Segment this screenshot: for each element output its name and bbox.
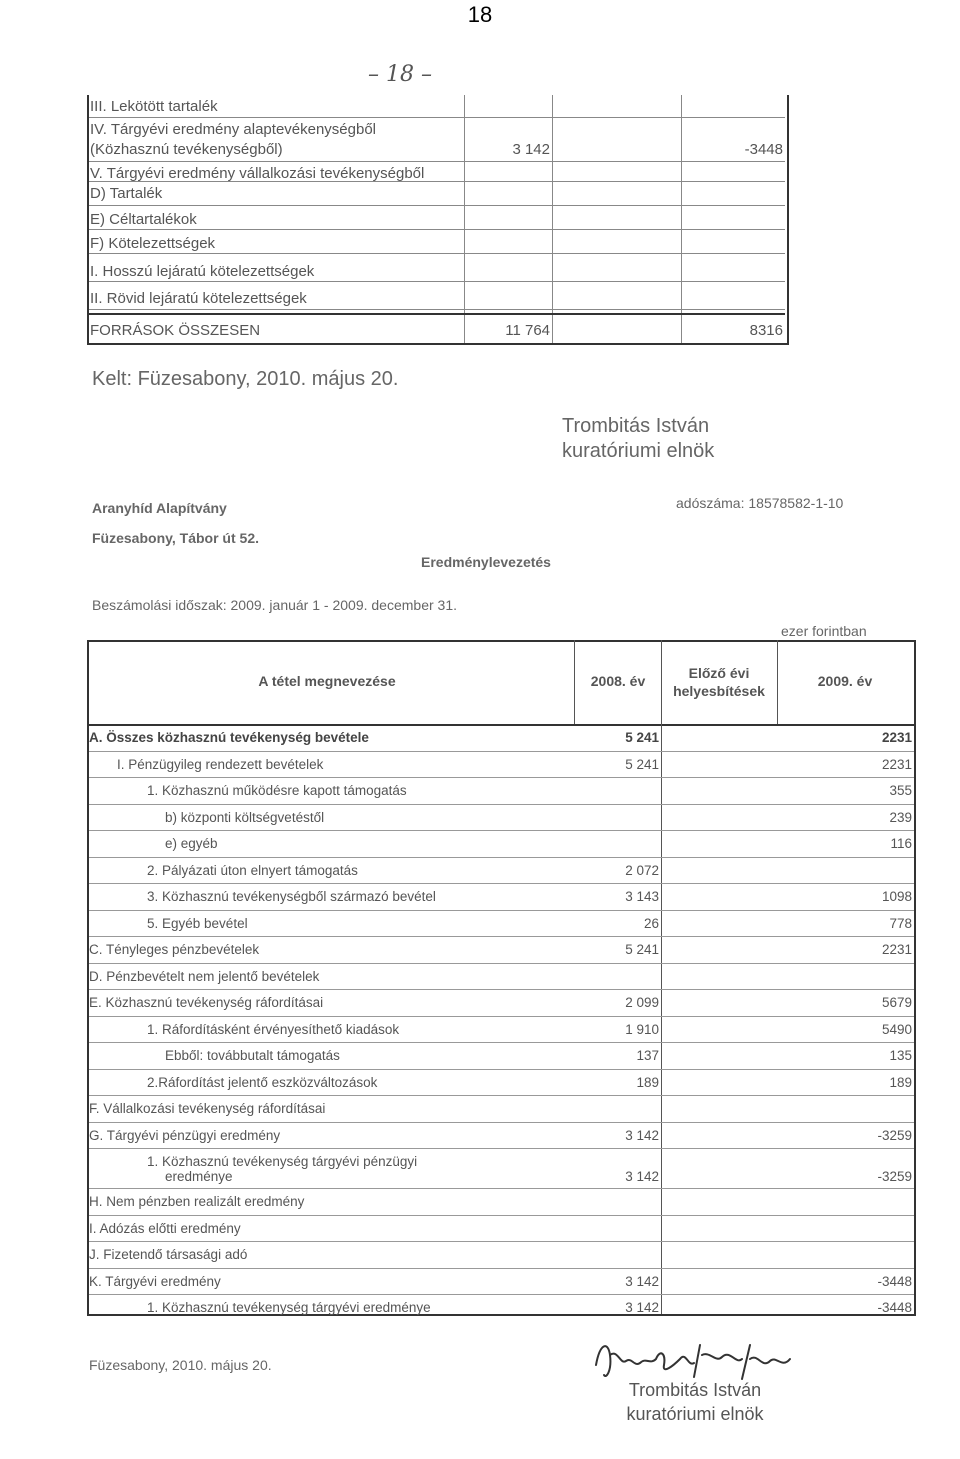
signer-name: Trombitás István bbox=[562, 415, 710, 437]
table-row-label: H. Nem pénzben realizált eredmény bbox=[89, 1194, 305, 1209]
row-divider bbox=[89, 857, 914, 858]
value-2009: -3448 bbox=[744, 141, 783, 158]
table-row-label: e) egyéb bbox=[165, 836, 218, 851]
row-divider bbox=[89, 1215, 914, 1216]
column-divider bbox=[552, 95, 553, 343]
balance-sheet-table bbox=[87, 95, 787, 345]
signer-name: Trombitás István bbox=[628, 1380, 762, 1400]
table-row-label: F. Vállalkozási tevékenység ráfordításai bbox=[89, 1101, 326, 1116]
value-2008: 5 241 bbox=[625, 756, 659, 772]
header-adjustments: Előző évi helyesbítések bbox=[673, 665, 765, 699]
value-2009: 5679 bbox=[881, 995, 912, 1010]
table-row-label: III. Lekötött tartalék bbox=[90, 98, 218, 115]
value-2009: 5490 bbox=[881, 1021, 912, 1037]
value-2008: 3 142 bbox=[512, 141, 550, 158]
table-row-label: Ebből: továbbutalt támogatás bbox=[165, 1048, 340, 1063]
value-2008: 5 241 bbox=[625, 942, 659, 957]
value-2009: -3448 bbox=[877, 1300, 912, 1315]
table-row-label: D) Tartalék bbox=[90, 185, 163, 202]
table-row-label: II. Rövid lejáratú kötelezettségek bbox=[90, 290, 307, 307]
value-2009: 8316 bbox=[749, 322, 783, 339]
value-2009: 239 bbox=[889, 809, 912, 825]
value-2009: 2231 bbox=[881, 730, 912, 745]
column-divider bbox=[681, 95, 682, 343]
issue-date: Kelt: Füzesabony, 2010. május 20. bbox=[92, 368, 399, 390]
table-row-label: (Közhasznú tevékenységből) bbox=[90, 141, 283, 158]
table-row-label: b) központi költségvetéstől bbox=[165, 809, 325, 825]
value-2008: 2 072 bbox=[625, 862, 659, 878]
row-divider bbox=[89, 253, 785, 254]
row-divider bbox=[89, 1069, 914, 1070]
signer-bottom bbox=[620, 1378, 770, 1426]
row-divider bbox=[89, 1294, 914, 1295]
row-divider bbox=[89, 830, 914, 831]
row-divider bbox=[89, 1122, 914, 1123]
table-row-label: F) Kötelezettségek bbox=[90, 235, 216, 252]
table-row-label-cont: eredménye bbox=[165, 1169, 233, 1184]
value-2009: 2231 bbox=[881, 942, 912, 957]
row-divider bbox=[89, 1042, 914, 1043]
table-row-label: D. Pénzbevételt nem jelentő bevételek bbox=[89, 968, 320, 984]
signer-title: kuratóriumi elnök bbox=[626, 1404, 764, 1424]
value-2009: 135 bbox=[889, 1048, 912, 1063]
row-divider bbox=[89, 963, 914, 964]
value-2008: 3 142 bbox=[625, 1169, 659, 1184]
table-row-label: I. Pénzügyileg rendezett bevételek bbox=[117, 756, 324, 772]
value-2008: 3 142 bbox=[625, 1273, 659, 1289]
row-divider bbox=[89, 989, 914, 990]
table-row-label: FORRÁSOK ÖSSZESEN bbox=[90, 322, 261, 339]
row-divider bbox=[89, 117, 785, 118]
row-divider bbox=[89, 205, 785, 206]
table-row-label: A. Összes közhasznú tevékenység bevétele bbox=[89, 730, 369, 745]
value-2008: 137 bbox=[636, 1048, 659, 1063]
handwritten-page-mark: – 18 – bbox=[368, 62, 432, 87]
row-divider bbox=[89, 936, 914, 937]
page-number: 18 bbox=[467, 2, 493, 27]
row-divider bbox=[89, 1188, 914, 1189]
tax-id: adószáma: 18578582-1-10 bbox=[676, 495, 844, 511]
table-row-label: I. Hosszú lejáratú kötelezettségek bbox=[90, 263, 315, 280]
table-row-label: 1. Közhasznú tevékenység tárgyévi eredménye bbox=[147, 1300, 431, 1315]
table-row-label: G. Tárgyévi pénzügyi eredmény bbox=[89, 1127, 281, 1143]
table-row-label: K. Tárgyévi eredmény bbox=[89, 1273, 221, 1289]
value-2008: 1 910 bbox=[625, 1021, 659, 1037]
table-row-label: C. Tényleges pénzbevételek bbox=[89, 942, 260, 957]
row-divider bbox=[89, 1016, 914, 1017]
table-row-label: 1. Közhasznú tevékenység tárgyévi pénzügyi bbox=[147, 1154, 418, 1169]
row-divider bbox=[89, 910, 914, 911]
value-2009: 355 bbox=[889, 783, 912, 798]
header-item-name: A tétel megnevezése bbox=[258, 673, 396, 689]
table-row-label: 3. Közhasznú tevékenységből származó bevétel bbox=[147, 889, 436, 904]
row-divider bbox=[89, 1148, 914, 1149]
row-divider bbox=[89, 1268, 914, 1269]
table-row-label: E. Közhasznú tevékenység ráfordításai bbox=[89, 995, 324, 1010]
row-divider bbox=[89, 777, 914, 778]
document-title: Eredménylevezetés bbox=[421, 554, 551, 570]
row-divider bbox=[89, 751, 914, 752]
header-2008: 2008. év bbox=[590, 673, 646, 689]
value-2008: 3 142 bbox=[625, 1127, 659, 1143]
row-divider bbox=[89, 229, 785, 230]
table-row-label: J. Fizetendő társasági adó bbox=[89, 1247, 248, 1262]
signer-title: kuratóriumi elnök bbox=[562, 440, 715, 462]
value-2009: 189 bbox=[889, 1074, 912, 1090]
row-divider bbox=[89, 804, 914, 805]
value-2009: 2231 bbox=[881, 756, 912, 772]
value-2009: -3259 bbox=[877, 1169, 912, 1184]
organization-block bbox=[92, 493, 259, 553]
table-row-label: I. Adózás előtti eredmény bbox=[89, 1220, 241, 1236]
value-2008: 189 bbox=[636, 1074, 659, 1090]
reporting-period: Beszámolási időszak: 2009. január 1 - 2009. december 31. bbox=[92, 597, 457, 613]
row-divider bbox=[89, 313, 785, 315]
value-2008: 3 142 bbox=[625, 1300, 659, 1315]
table-row-label: V. Tárgyévi eredmény vállalkozási tevékenységből bbox=[90, 165, 425, 182]
value-2009: -3259 bbox=[877, 1127, 912, 1143]
header-divider bbox=[89, 724, 914, 726]
place-date: Füzesabony, 2010. május 20. bbox=[89, 1357, 272, 1373]
table-row-label: 1. Ráfordításként érvényesíthető kiadások bbox=[147, 1021, 400, 1037]
unit-label: ezer forintban bbox=[781, 623, 867, 639]
signer-top bbox=[562, 414, 714, 464]
value-2008: 26 bbox=[643, 915, 659, 931]
row-divider bbox=[89, 883, 914, 884]
row-divider bbox=[89, 281, 785, 282]
value-2009: 1098 bbox=[881, 889, 912, 904]
value-2008: 3 143 bbox=[625, 889, 659, 904]
table-row-label: E) Céltartalékok bbox=[90, 211, 197, 228]
table-row-label: 2.Ráfordítást jelentő eszközváltozások bbox=[147, 1074, 378, 1090]
row-divider bbox=[89, 309, 785, 310]
value-2009: 116 bbox=[890, 836, 912, 851]
value-2009: -3448 bbox=[877, 1273, 912, 1289]
table-row-label: 2. Pályázati úton elnyert támogatás bbox=[147, 862, 358, 878]
organization-name: Aranyhíd Alapítvány bbox=[92, 500, 227, 516]
income-statement-table bbox=[87, 640, 916, 1316]
table-row-label: 1. Közhasznú működésre kapott támogatás bbox=[147, 783, 407, 798]
row-divider bbox=[89, 1095, 914, 1096]
column-divider bbox=[464, 95, 465, 343]
organization-address: Füzesabony, Tábor út 52. bbox=[92, 530, 259, 546]
value-2009: 778 bbox=[889, 915, 912, 931]
row-divider bbox=[89, 1241, 914, 1242]
value-2008: 11 764 bbox=[505, 322, 550, 339]
value-2008: 2 099 bbox=[625, 995, 659, 1010]
column-divider bbox=[661, 640, 662, 1314]
table-row-label: 5. Egyéb bevétel bbox=[147, 915, 248, 931]
table-row-label: IV. Tárgyévi eredmény alaptevékenységből bbox=[90, 121, 377, 138]
value-2008: 5 241 bbox=[625, 730, 659, 745]
header-2009: 2009. év bbox=[817, 673, 873, 689]
row-divider bbox=[89, 161, 785, 162]
